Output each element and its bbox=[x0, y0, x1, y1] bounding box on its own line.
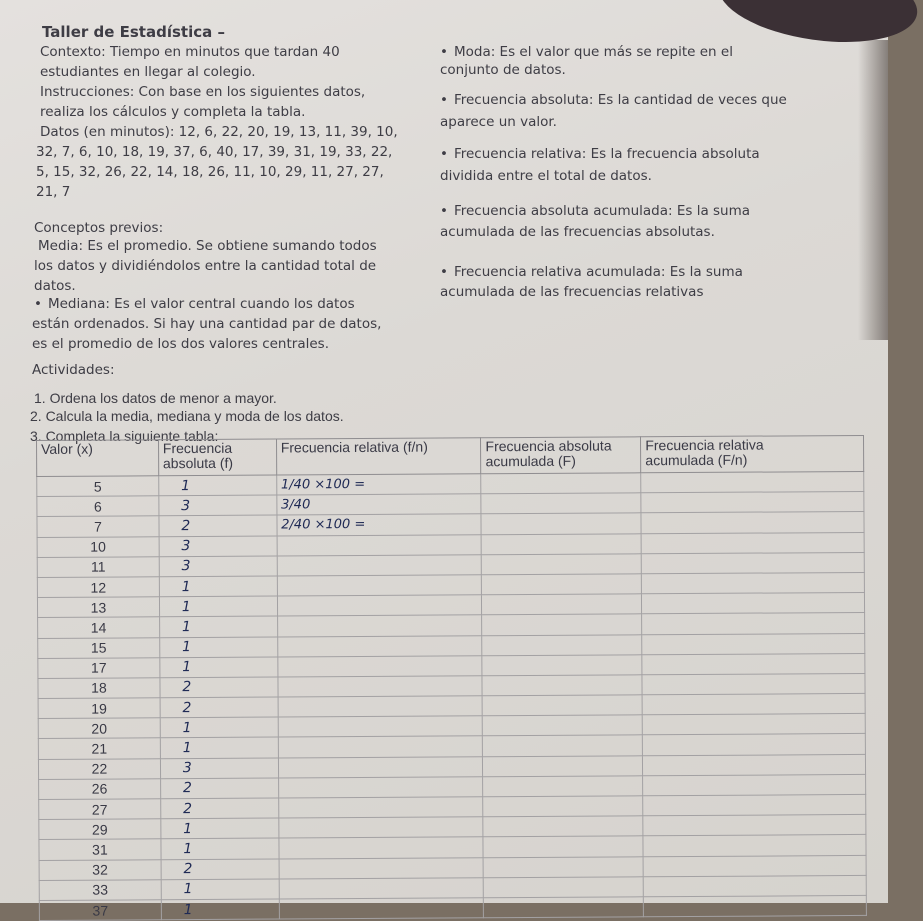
cell-frecuencia-relativa-acumulada[interactable] bbox=[642, 714, 865, 736]
worksheet-title: Taller de Estadística – bbox=[42, 23, 225, 41]
cell-frecuencia-absoluta-acumulada[interactable] bbox=[484, 897, 644, 918]
cell-frecuencia-absoluta-acumulada[interactable] bbox=[482, 594, 642, 615]
cell-frecuencia-absoluta[interactable]: 1 bbox=[161, 818, 279, 839]
cell-frecuencia-relativa-acumulada[interactable] bbox=[642, 694, 865, 716]
cell-frecuencia-relativa-acumulada[interactable] bbox=[644, 895, 867, 917]
cell-frecuencia-absoluta-acumulada[interactable] bbox=[483, 735, 643, 756]
cell-frecuencia-relativa-acumulada[interactable] bbox=[643, 734, 866, 756]
cell-frecuencia-absoluta-acumulada[interactable] bbox=[482, 533, 642, 554]
cell-frecuencia-relativa[interactable] bbox=[279, 857, 484, 878]
cell-frecuencia-absoluta-acumulada[interactable] bbox=[481, 513, 641, 534]
cell-frecuencia-relativa[interactable] bbox=[278, 777, 483, 798]
data-line: 5, 15, 32, 26, 22, 14, 18, 26, 11, 10, 29, 11, 27, 27, bbox=[36, 164, 384, 180]
intro-line: estudiantes en llegar al colegio. bbox=[40, 64, 256, 80]
cell-frecuencia-relativa[interactable]: 1/40 ×100 = bbox=[276, 474, 481, 495]
cell-frecuencia-relativa[interactable] bbox=[277, 615, 482, 636]
intro-line: Contexto: Tiempo en minutos que tardan 40 bbox=[40, 44, 340, 60]
cell-valor[interactable]: 29 bbox=[39, 819, 161, 840]
corner-shadow bbox=[713, 0, 922, 54]
intro-line: Instrucciones: Con base en los siguientes datos, bbox=[40, 84, 366, 100]
media-definition-line: Media: Es el promedio. Se obtiene sumando todos bbox=[38, 238, 377, 254]
cell-frecuencia-absoluta[interactable]: 2 bbox=[160, 677, 278, 698]
cell-frecuencia-relativa[interactable] bbox=[278, 797, 483, 818]
data-line: 32, 7, 6, 10, 18, 19, 37, 6, 40, 17, 39, 31, 19, 33, 22, bbox=[36, 144, 393, 160]
cell-frecuencia-relativa-acumulada[interactable] bbox=[643, 835, 866, 857]
cell-valor[interactable]: 18 bbox=[38, 678, 160, 699]
freq-rel-definition-line: • Frecuencia relativa: Es la frecuencia absoluta bbox=[440, 146, 760, 162]
cell-frecuencia-absoluta[interactable]: 1 bbox=[161, 879, 279, 900]
cell-frecuencia-relativa[interactable] bbox=[278, 696, 483, 717]
cell-frecuencia-relativa[interactable] bbox=[278, 736, 483, 757]
table-body bbox=[37, 471, 867, 920]
cell-frecuencia-absoluta[interactable]: 3 bbox=[159, 495, 277, 516]
cell-frecuencia-relativa-acumulada[interactable] bbox=[643, 815, 866, 837]
cell-frecuencia-absoluta-acumulada[interactable] bbox=[483, 816, 643, 837]
cell-frecuencia-absoluta[interactable]: 2 bbox=[160, 778, 278, 799]
intro-line: realiza los cálculos y completa la tabla. bbox=[40, 104, 306, 120]
cell-frecuencia-absoluta-acumulada[interactable] bbox=[481, 493, 641, 514]
freq-abs-definition-line: • Frecuencia absoluta: Es la cantidad de veces que bbox=[440, 92, 787, 108]
cell-frecuencia-absoluta-acumulada[interactable] bbox=[483, 755, 643, 776]
cell-frecuencia-absoluta[interactable]: 2 bbox=[161, 859, 279, 880]
header-frecuencia-relativa: Frecuencia relativa (f/n) bbox=[276, 438, 481, 475]
freq-rel-acum-definition-line: acumulada de las frecuencias relativas bbox=[440, 284, 704, 300]
cell-frecuencia-relativa-acumulada[interactable] bbox=[643, 794, 866, 816]
cell-frecuencia-relativa-acumulada[interactable] bbox=[641, 532, 864, 554]
cell-frecuencia-relativa[interactable] bbox=[277, 595, 482, 616]
cell-frecuencia-relativa-acumulada[interactable] bbox=[642, 593, 865, 615]
cell-frecuencia-relativa-acumulada[interactable] bbox=[641, 512, 864, 534]
cell-frecuencia-relativa[interactable] bbox=[278, 676, 483, 697]
concepts-heading: Conceptos previos: bbox=[34, 220, 164, 236]
cell-frecuencia-relativa-acumulada[interactable] bbox=[642, 633, 865, 655]
cell-frecuencia-relativa[interactable] bbox=[277, 635, 482, 656]
cell-valor[interactable]: 5 bbox=[37, 476, 159, 497]
cell-frecuencia-absoluta-acumulada[interactable] bbox=[484, 877, 644, 898]
cell-valor[interactable]: 37 bbox=[39, 900, 161, 921]
cell-valor[interactable]: 32 bbox=[39, 859, 161, 880]
cell-valor[interactable]: 31 bbox=[39, 839, 161, 860]
cell-frecuencia-absoluta-acumulada[interactable] bbox=[482, 614, 642, 635]
cell-frecuencia-absoluta[interactable]: 2 bbox=[159, 515, 277, 536]
cell-frecuencia-relativa-acumulada[interactable] bbox=[642, 613, 865, 635]
cell-frecuencia-absoluta-acumulada[interactable] bbox=[483, 796, 643, 817]
cell-valor[interactable]: 10 bbox=[37, 536, 159, 557]
data-line: 21, 7 bbox=[36, 184, 71, 200]
cell-frecuencia-relativa[interactable]: 3/40 bbox=[277, 494, 482, 515]
mediana-definition-line: están ordenados. Si hay una cantidad par de datos, bbox=[32, 316, 382, 332]
cell-valor[interactable]: 19 bbox=[38, 698, 160, 719]
table-row bbox=[39, 895, 866, 920]
header-frecuencia-relativa-acumulada: Frecuencia relativa acumulada (F/n) bbox=[641, 435, 864, 472]
cell-frecuencia-absoluta[interactable]: 3 bbox=[159, 556, 277, 577]
cell-frecuencia-absoluta[interactable]: 1 bbox=[161, 899, 279, 920]
edge-shadow bbox=[858, 40, 888, 340]
cell-valor[interactable]: 26 bbox=[39, 779, 161, 800]
cell-frecuencia-relativa-acumulada[interactable] bbox=[643, 754, 866, 776]
cell-frecuencia-absoluta-acumulada[interactable] bbox=[483, 715, 643, 736]
cell-frecuencia-relativa[interactable] bbox=[277, 575, 482, 596]
mediana-definition-line: • Mediana: Es el valor central cuando los datos bbox=[34, 296, 355, 312]
cell-frecuencia-relativa[interactable]: 2/40 ×100 = bbox=[277, 514, 482, 535]
cell-frecuencia-absoluta[interactable]: 1 bbox=[159, 596, 277, 617]
cell-frecuencia-absoluta[interactable]: 1 bbox=[159, 616, 277, 637]
cell-valor[interactable]: 17 bbox=[38, 657, 160, 678]
cell-valor[interactable]: 13 bbox=[37, 597, 159, 618]
cell-frecuencia-absoluta-acumulada[interactable] bbox=[482, 574, 642, 595]
cell-frecuencia-relativa-acumulada[interactable] bbox=[641, 492, 864, 514]
cell-frecuencia-absoluta[interactable]: 1 bbox=[160, 637, 278, 658]
freq-abs-definition-line: aparece un valor. bbox=[440, 114, 557, 130]
cell-frecuencia-absoluta-acumulada[interactable] bbox=[482, 675, 642, 696]
header-frecuencia-absoluta: Frecuencia absoluta (f) bbox=[158, 439, 276, 476]
cell-valor[interactable]: 33 bbox=[39, 879, 161, 900]
cell-valor[interactable]: 27 bbox=[39, 799, 161, 820]
cell-frecuencia-relativa[interactable] bbox=[277, 534, 482, 555]
cell-valor[interactable]: 15 bbox=[38, 637, 160, 658]
header-valor: Valor (x) bbox=[37, 440, 159, 477]
cell-frecuencia-relativa-acumulada[interactable] bbox=[641, 552, 864, 574]
cell-frecuencia-relativa[interactable] bbox=[279, 878, 484, 899]
cell-frecuencia-absoluta[interactable]: 1 bbox=[160, 717, 278, 738]
freq-abs-acum-definition-line: acumulada de las frecuencias absolutas. bbox=[440, 224, 715, 240]
cell-frecuencia-absoluta[interactable]: 1 bbox=[160, 657, 278, 678]
cell-frecuencia-relativa[interactable] bbox=[278, 716, 483, 737]
cell-frecuencia-relativa-acumulada[interactable] bbox=[642, 673, 865, 695]
data-line: Datos (en minutos): 12, 6, 22, 20, 19, 13, 11, 39, 10, bbox=[40, 124, 398, 140]
activity-item: 2. Calcula la media, mediana y moda de los datos. bbox=[30, 408, 344, 424]
activities-heading: Actividades: bbox=[32, 362, 115, 378]
cell-valor[interactable]: 20 bbox=[38, 718, 160, 739]
cell-frecuencia-absoluta[interactable]: 1 bbox=[161, 838, 279, 859]
table-header-row bbox=[37, 435, 864, 476]
freq-rel-definition-line: dividida entre el total de datos. bbox=[440, 168, 652, 184]
cell-valor[interactable]: 21 bbox=[38, 738, 160, 759]
cell-frecuencia-relativa-acumulada[interactable] bbox=[643, 875, 866, 897]
cell-frecuencia-absoluta-acumulada[interactable] bbox=[482, 654, 642, 675]
cell-frecuencia-absoluta-acumulada[interactable] bbox=[481, 473, 641, 494]
cell-frecuencia-absoluta-acumulada[interactable] bbox=[482, 634, 642, 655]
media-definition-line: datos. bbox=[34, 278, 76, 294]
cell-frecuencia-relativa[interactable] bbox=[278, 655, 483, 676]
moda-definition-line: • Moda: Es el valor que más se repite en el bbox=[440, 44, 733, 60]
cell-frecuencia-absoluta-acumulada[interactable] bbox=[483, 776, 643, 797]
cell-frecuencia-relativa-acumulada[interactable] bbox=[642, 653, 865, 675]
header-frecuencia-absoluta-acumulada: Frecuencia absoluta acumulada (F) bbox=[481, 437, 641, 474]
cell-frecuencia-relativa-acumulada[interactable] bbox=[642, 572, 865, 594]
cell-frecuencia-absoluta-acumulada[interactable] bbox=[482, 554, 642, 575]
activity-item: 1. Ordena los datos de menor a mayor. bbox=[34, 390, 277, 406]
frequency-table-wrapper bbox=[36, 435, 869, 919]
cell-frecuencia-relativa-acumulada[interactable] bbox=[643, 774, 866, 796]
cell-frecuencia-absoluta-acumulada[interactable] bbox=[483, 836, 643, 857]
freq-rel-acum-definition-line: • Frecuencia relativa acumulada: Es la suma bbox=[440, 264, 743, 280]
cell-valor[interactable]: 14 bbox=[38, 617, 160, 638]
cell-frecuencia-absoluta-acumulada[interactable] bbox=[484, 856, 644, 877]
cell-frecuencia-absoluta[interactable]: 1 bbox=[159, 576, 277, 597]
cell-frecuencia-relativa[interactable] bbox=[277, 555, 482, 576]
cell-frecuencia-relativa-acumulada[interactable] bbox=[641, 471, 864, 493]
cell-frecuencia-relativa[interactable] bbox=[279, 817, 484, 838]
activity-item: 3. Completa la siguiente tabla: bbox=[30, 428, 219, 444]
cell-valor[interactable]: 22 bbox=[38, 758, 160, 779]
cell-frecuencia-absoluta[interactable]: 2 bbox=[160, 697, 278, 718]
cell-frecuencia-absoluta[interactable]: 3 bbox=[160, 758, 278, 779]
cell-valor[interactable]: 6 bbox=[37, 496, 159, 517]
frequency-table bbox=[36, 435, 867, 921]
cell-frecuencia-relativa[interactable] bbox=[279, 837, 484, 858]
cell-frecuencia-absoluta[interactable]: 2 bbox=[161, 798, 279, 819]
cell-frecuencia-absoluta[interactable]: 3 bbox=[159, 536, 277, 557]
cell-frecuencia-relativa[interactable] bbox=[278, 756, 483, 777]
cell-frecuencia-absoluta[interactable]: 1 bbox=[160, 737, 278, 758]
cell-valor[interactable]: 7 bbox=[37, 516, 159, 537]
mediana-definition-line: es el promedio de los dos valores centrales. bbox=[32, 336, 329, 352]
media-definition-line: los datos y dividiéndolos entre la cantidad total de bbox=[34, 258, 377, 274]
cell-frecuencia-relativa[interactable] bbox=[279, 898, 484, 919]
cell-valor[interactable]: 12 bbox=[37, 577, 159, 598]
cell-frecuencia-absoluta[interactable]: 1 bbox=[159, 475, 277, 496]
cell-frecuencia-relativa-acumulada[interactable] bbox=[643, 855, 866, 877]
cell-frecuencia-absoluta-acumulada[interactable] bbox=[483, 695, 643, 716]
moda-definition-line: conjunto de datos. bbox=[440, 62, 566, 78]
cell-valor[interactable]: 11 bbox=[37, 557, 159, 578]
freq-abs-acum-definition-line: • Frecuencia absoluta acumulada: Es la suma bbox=[440, 203, 750, 219]
